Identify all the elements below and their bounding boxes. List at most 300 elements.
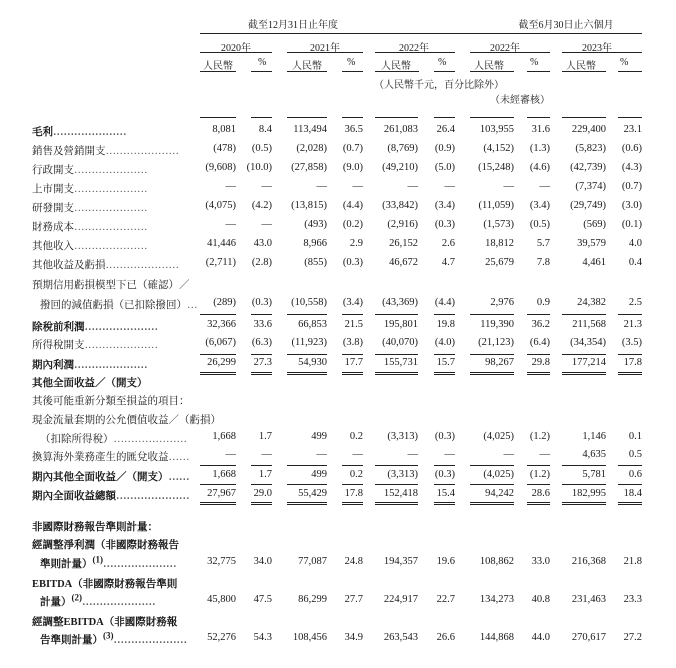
- total-rule: [287, 314, 327, 315]
- amount-cell: (2,711): [205, 257, 236, 268]
- percent-cell: 54.3: [253, 632, 272, 643]
- percent-cell: (3.4): [529, 200, 550, 211]
- total-rule: [527, 465, 550, 466]
- amount-cell: 194,357: [383, 556, 418, 567]
- percent-cell: 34.9: [344, 632, 363, 643]
- currency-header-2022: 人民幣: [381, 61, 411, 72]
- total-rule: [375, 484, 418, 485]
- sub-rule: [527, 71, 550, 72]
- percent-cell: 0.5: [628, 449, 642, 460]
- row-label-text: 毛利: [32, 127, 53, 138]
- total-rule: [618, 354, 642, 355]
- total-rule: [434, 314, 455, 315]
- percent-cell: (5.0): [434, 162, 455, 173]
- amount-cell: 52,276: [207, 632, 236, 643]
- amount-cell: 46,672: [389, 257, 418, 268]
- total-rule: [251, 502, 272, 503]
- leader-dots: …………………: [74, 360, 148, 371]
- total-rule: [287, 354, 327, 355]
- total-rule: [527, 502, 550, 503]
- total-rule: [251, 374, 272, 375]
- percent-header-2022-interim: %: [530, 57, 539, 68]
- amount-cell: 1,668: [212, 469, 236, 480]
- amount-cell: 41,446: [207, 238, 236, 249]
- six-month-group-header: 截至6月30日止六個月: [518, 20, 614, 31]
- total-rule: [527, 372, 550, 373]
- percent-cell: (0.3): [434, 219, 455, 230]
- percent-cell: 0.6: [628, 469, 642, 480]
- row-label: [32, 257, 179, 272]
- total-rule: [434, 484, 455, 485]
- percent-cell: (0.3): [251, 297, 272, 308]
- row-label: [40, 297, 198, 312]
- percent-cell: 0.2: [349, 469, 363, 480]
- currency-header-2021: 人民幣: [292, 61, 322, 72]
- percent-cell: (3.4): [434, 200, 455, 211]
- amount-cell: (855): [304, 257, 327, 268]
- total-rule: [200, 372, 236, 373]
- amount-cell: 108,456: [292, 632, 327, 643]
- sub-rule: [342, 71, 363, 72]
- percent-cell: 15.4: [436, 488, 455, 499]
- amount-cell: 5,781: [582, 469, 606, 480]
- amount-cell: 1,668: [212, 431, 236, 442]
- leader-dots: …………………: [74, 222, 148, 233]
- amount-cell: (1,573): [483, 219, 514, 230]
- amount-cell: 229,400: [571, 124, 606, 135]
- total-rule: [287, 117, 327, 118]
- percent-cell: 2.5: [628, 297, 642, 308]
- amount-cell: (11,923): [291, 337, 327, 348]
- amount-cell: 4,635: [582, 449, 606, 460]
- percent-cell: 34.0: [253, 556, 272, 567]
- percent-cell: 26.4: [436, 124, 455, 135]
- amount-cell: 263,543: [383, 632, 418, 643]
- total-rule: [562, 484, 606, 485]
- row-label: [40, 632, 187, 647]
- amount-cell: (21,123): [478, 337, 514, 348]
- total-rule: [562, 465, 606, 466]
- year-header-2020: 2020年: [221, 43, 251, 54]
- amount-cell: —: [225, 181, 236, 192]
- amount-cell: (7,374): [575, 181, 606, 192]
- amount-cell: 152,418: [383, 488, 418, 499]
- total-rule: [562, 117, 606, 118]
- total-rule: [200, 117, 236, 118]
- amount-cell: 155,731: [383, 357, 418, 368]
- total-rule: [470, 504, 514, 505]
- leader-dots: …………………: [74, 241, 148, 252]
- amount-cell: 39,579: [577, 238, 606, 249]
- year-header-2022: 2022年: [399, 43, 429, 54]
- row-label-text: 預期信用虧損模型下已（確認）／: [32, 280, 190, 291]
- total-rule: [342, 314, 363, 315]
- percent-cell: (4.3): [621, 162, 642, 173]
- percent-cell: 0.4: [628, 257, 642, 268]
- year-end-group-header: 截至12月31日止年度: [248, 20, 338, 31]
- total-rule: [200, 354, 236, 355]
- row-label: [32, 469, 190, 484]
- row-label-text: 銷售及營銷開支: [32, 146, 106, 157]
- amount-cell: 32,366: [207, 319, 236, 330]
- percent-cell: —: [352, 181, 363, 192]
- total-rule: [470, 465, 514, 466]
- leader-dots: ……: [168, 472, 190, 483]
- percent-cell: 23.1: [623, 124, 642, 135]
- percent-cell: (6.3): [251, 337, 272, 348]
- row-label: [40, 431, 187, 446]
- total-rule: [527, 374, 550, 375]
- sub-rule: [618, 71, 642, 72]
- percent-header-2021: %: [347, 57, 356, 68]
- total-rule: [200, 465, 236, 466]
- total-rule: [470, 314, 514, 315]
- row-label: [40, 594, 156, 609]
- amount-cell: 26,299: [207, 357, 236, 368]
- amount-cell: —: [316, 181, 327, 192]
- unit-note: （人民幣千元，百分比除外）: [374, 80, 504, 91]
- total-rule: [375, 502, 418, 503]
- percent-cell: 29.0: [253, 488, 272, 499]
- total-rule: [618, 465, 642, 466]
- amount-cell: 224,917: [383, 594, 418, 605]
- amount-cell: (9,608): [205, 162, 236, 173]
- percent-cell: (1.3): [529, 143, 550, 154]
- amount-cell: 27,967: [207, 488, 236, 499]
- row-label-text: 非國際財務報告準則計量：: [32, 522, 158, 533]
- amount-cell: (40,070): [382, 337, 418, 348]
- percent-cell: (6.4): [529, 337, 550, 348]
- row-label-text: 換算海外業務產生的匯兌收益: [32, 452, 169, 463]
- row-label: [32, 337, 158, 352]
- percent-cell: (9.0): [342, 162, 363, 173]
- percent-cell: 27.2: [623, 632, 642, 643]
- row-label: [32, 614, 177, 629]
- total-rule: [470, 374, 514, 375]
- percent-cell: (0.2): [342, 219, 363, 230]
- amount-cell: 25,679: [485, 257, 514, 268]
- amount-cell: 4,461: [582, 257, 606, 268]
- amount-cell: (34,354): [570, 337, 606, 348]
- percent-cell: (0.7): [621, 181, 642, 192]
- percent-cell: (0.3): [342, 257, 363, 268]
- amount-cell: 177,214: [571, 357, 606, 368]
- total-rule: [562, 504, 606, 505]
- amount-cell: (4,025): [483, 431, 514, 442]
- percent-cell: 23.3: [623, 594, 642, 605]
- total-rule: [434, 372, 455, 373]
- sub-rule: [562, 71, 606, 72]
- total-rule: [287, 502, 327, 503]
- total-rule: [251, 314, 272, 315]
- total-rule: [470, 372, 514, 373]
- leader-dots: …………………: [53, 127, 127, 138]
- percent-cell: 33.0: [531, 556, 550, 567]
- percent-header-2022: %: [438, 57, 447, 68]
- row-label-text: （扣除所得稅）: [40, 434, 114, 445]
- amount-cell: 66,853: [298, 319, 327, 330]
- percent-cell: 22.7: [436, 594, 455, 605]
- amount-cell: 270,617: [571, 632, 606, 643]
- amount-cell: 216,368: [571, 556, 606, 567]
- amount-cell: 211,568: [572, 319, 606, 330]
- percent-cell: 47.5: [253, 594, 272, 605]
- percent-cell: 8.4: [258, 124, 272, 135]
- percent-cell: —: [261, 219, 272, 230]
- total-rule: [470, 502, 514, 503]
- total-rule: [562, 314, 606, 315]
- leader-dots: …………………: [74, 184, 148, 195]
- total-rule: [527, 484, 550, 485]
- percent-cell: 40.8: [531, 594, 550, 605]
- row-label-text: 期內全面收益總額: [32, 491, 116, 502]
- amount-cell: (11,059): [478, 200, 514, 211]
- amount-cell: (33,842): [382, 200, 418, 211]
- leader-dots: …………………: [74, 165, 148, 176]
- total-rule: [618, 374, 642, 375]
- year-header-2022-interim: 2022年: [490, 43, 520, 54]
- leader-dots: ……: [168, 452, 190, 463]
- percent-cell: 5.7: [536, 238, 550, 249]
- percent-cell: 2.9: [349, 238, 363, 249]
- amount-cell: (2,916): [387, 219, 418, 230]
- row-label: [32, 537, 179, 552]
- amount-cell: 119,390: [480, 319, 514, 330]
- leader-dots: …………………: [74, 203, 148, 214]
- amount-cell: (4,075): [205, 200, 236, 211]
- total-rule: [287, 484, 327, 485]
- total-rule: [434, 504, 455, 505]
- total-rule: [562, 354, 606, 355]
- percent-cell: (3.8): [342, 337, 363, 348]
- row-label: [32, 143, 179, 158]
- amount-cell: (493): [304, 219, 327, 230]
- percent-cell: (3.0): [621, 200, 642, 211]
- amount-cell: (49,210): [382, 162, 418, 173]
- total-rule: [470, 354, 514, 355]
- percent-cell: 15.7: [436, 357, 455, 368]
- year-rule-2022-interim: [470, 52, 550, 53]
- amount-cell: —: [407, 449, 418, 460]
- leader-dots: …: [187, 300, 198, 311]
- row-label-text: 現金流量套期的公允價值收益／（虧損）: [32, 415, 221, 426]
- amount-cell: 77,087: [298, 556, 327, 567]
- footnote-ref: (3): [103, 630, 114, 641]
- percent-cell: —: [539, 181, 550, 192]
- amount-cell: 113,494: [293, 124, 327, 135]
- amount-cell: 18,812: [485, 238, 514, 249]
- percent-cell: 27.3: [253, 357, 272, 368]
- row-label: [32, 277, 190, 292]
- total-rule: [375, 372, 418, 373]
- percent-header-2020: %: [258, 57, 267, 68]
- year-rule-2020: [200, 52, 272, 53]
- percent-cell: 36.5: [344, 124, 363, 135]
- amount-cell: 24,382: [577, 297, 606, 308]
- percent-cell: (0.3): [434, 469, 455, 480]
- row-label-text: 準則計量）: [40, 559, 93, 570]
- row-label: [32, 449, 190, 464]
- percent-cell: 44.0: [531, 632, 550, 643]
- total-rule: [618, 314, 642, 315]
- total-rule: [527, 314, 550, 315]
- row-label-text: 經調整EBITDA（非國際財務報: [32, 617, 178, 628]
- row-label: [32, 124, 127, 139]
- total-rule: [375, 504, 418, 505]
- leader-dots: …………………: [113, 635, 187, 646]
- total-rule: [342, 484, 363, 485]
- percent-cell: —: [352, 449, 363, 460]
- percent-cell: 1.7: [258, 469, 272, 480]
- amount-cell: (42,739): [570, 162, 606, 173]
- leader-dots: …………………: [82, 597, 156, 608]
- amount-cell: —: [316, 449, 327, 460]
- percent-cell: —: [539, 449, 550, 460]
- row-label-text: 其他收益及虧損: [32, 260, 106, 271]
- percent-cell: (0.3): [434, 431, 455, 442]
- total-rule: [618, 372, 642, 373]
- percent-cell: (0.9): [434, 143, 455, 154]
- sub-rule: [470, 71, 514, 72]
- total-rule: [527, 504, 550, 505]
- percent-cell: 21.8: [623, 556, 642, 567]
- total-rule: [200, 484, 236, 485]
- percent-cell: 19.8: [436, 319, 455, 330]
- percent-cell: (4.6): [529, 162, 550, 173]
- row-label: [32, 238, 148, 253]
- percent-cell: (0.5): [529, 219, 550, 230]
- amount-cell: 8,966: [303, 238, 327, 249]
- total-rule: [200, 314, 236, 315]
- percent-cell: 2.6: [441, 238, 455, 249]
- row-label: [32, 219, 148, 234]
- total-rule: [618, 117, 642, 118]
- total-rule: [200, 504, 236, 505]
- total-rule: [342, 117, 363, 118]
- percent-header-2023-interim: %: [620, 57, 629, 68]
- total-rule: [527, 354, 550, 355]
- percent-cell: 18.4: [623, 488, 642, 499]
- row-label-text: 財務成本: [32, 222, 74, 233]
- percent-cell: 21.3: [623, 319, 642, 330]
- amount-cell: —: [407, 181, 418, 192]
- amount-cell: 54,930: [298, 357, 327, 368]
- total-rule: [562, 372, 606, 373]
- row-label: [32, 519, 158, 534]
- percent-cell: (4.0): [434, 337, 455, 348]
- sub-rule: [251, 71, 272, 72]
- percent-cell: —: [444, 449, 455, 460]
- amount-cell: (569): [583, 219, 606, 230]
- amount-cell: (8,769): [387, 143, 418, 154]
- row-label-text: 所得稅開支: [32, 340, 85, 351]
- percent-cell: 31.6: [531, 124, 550, 135]
- amount-cell: 1,146: [582, 431, 606, 442]
- total-rule: [251, 465, 272, 466]
- leader-dots: …………………: [84, 322, 158, 333]
- total-rule: [287, 374, 327, 375]
- row-label-text: 期內利潤: [32, 360, 74, 371]
- total-rule: [375, 314, 418, 315]
- percent-cell: 17.8: [344, 488, 363, 499]
- year-rule-2022: [375, 52, 455, 53]
- total-rule: [375, 374, 418, 375]
- amount-cell: (29,749): [570, 200, 606, 211]
- leader-dots: …………………: [84, 340, 158, 351]
- total-rule: [375, 117, 418, 118]
- percent-cell: 43.0: [253, 238, 272, 249]
- total-rule: [287, 465, 327, 466]
- percent-cell: 21.5: [344, 319, 363, 330]
- amount-cell: 98,267: [485, 357, 514, 368]
- percent-cell: (3.4): [342, 297, 363, 308]
- currency-header-2020: 人民幣: [203, 61, 233, 72]
- row-label-text: 其後可能重新分類至損益的項目：: [32, 396, 190, 407]
- row-label: [32, 375, 148, 390]
- percent-cell: (0.5): [251, 143, 272, 154]
- row-label-text: 行政開支: [32, 165, 74, 176]
- percent-cell: 4.0: [628, 238, 642, 249]
- amount-cell: 32,775: [207, 556, 236, 567]
- percent-cell: 24.8: [344, 556, 363, 567]
- amount-cell: 182,995: [571, 488, 606, 499]
- percent-cell: 17.8: [623, 357, 642, 368]
- percent-cell: (1.2): [529, 431, 550, 442]
- total-rule: [251, 484, 272, 485]
- percent-cell: (2.8): [251, 257, 272, 268]
- year-rule-2023-interim: [562, 52, 642, 53]
- amount-cell: —: [225, 219, 236, 230]
- amount-cell: 26,152: [389, 238, 418, 249]
- total-rule: [375, 354, 418, 355]
- total-rule: [251, 354, 272, 355]
- total-rule: [434, 117, 455, 118]
- percent-cell: 26.6: [436, 632, 455, 643]
- amount-cell: (4,025): [483, 469, 514, 480]
- leader-dots: …………………: [113, 434, 187, 445]
- amount-cell: 45,800: [207, 594, 236, 605]
- row-label-text: 期內其他全面收益／（開支）: [32, 472, 169, 483]
- percent-cell: (10.0): [246, 162, 272, 173]
- amount-cell: (4,152): [483, 143, 514, 154]
- amount-cell: 108,862: [479, 556, 514, 567]
- amount-cell: (10,558): [291, 297, 327, 308]
- total-rule: [287, 372, 327, 373]
- total-rule: [470, 484, 514, 485]
- row-label: [32, 576, 177, 591]
- total-rule: [287, 504, 327, 505]
- row-label: [32, 393, 190, 408]
- row-label: [32, 319, 158, 334]
- amount-cell: —: [503, 449, 514, 460]
- year-header-2021: 2021年: [310, 43, 340, 54]
- year-header-2023-interim: 2023年: [582, 43, 612, 54]
- total-rule: [618, 484, 642, 485]
- row-label: [32, 162, 148, 177]
- total-rule: [342, 465, 363, 466]
- percent-cell: 0.9: [536, 297, 550, 308]
- year-rule-2021: [287, 52, 363, 53]
- row-label: [32, 357, 148, 372]
- total-rule: [251, 372, 272, 373]
- percent-cell: 33.6: [253, 319, 272, 330]
- currency-header-2023-interim: 人民幣: [566, 61, 596, 72]
- amount-cell: (13,815): [291, 200, 327, 211]
- total-rule: [434, 374, 455, 375]
- total-rule: [434, 465, 455, 466]
- amount-cell: 261,083: [383, 124, 418, 135]
- percent-cell: 28.6: [531, 488, 550, 499]
